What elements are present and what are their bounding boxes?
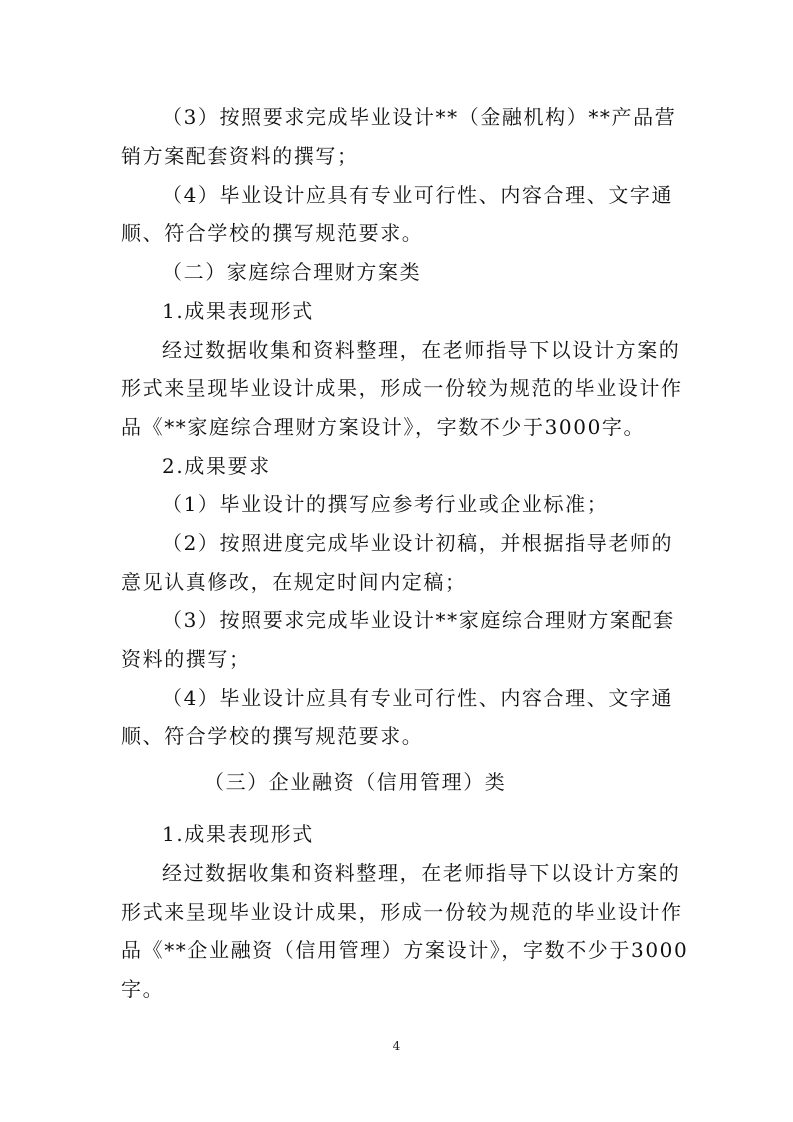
- page-number: 4: [392, 1039, 401, 1053]
- section-heading: （三）企业融资（信用管理）类: [204, 770, 507, 794]
- paragraph-line: （3）按照要求完成毕业设计**（金融机构）**产品营: [162, 105, 677, 129]
- subheading: 1.成果表现形式: [162, 299, 314, 323]
- subheading: 1.成果表现形式: [162, 822, 314, 846]
- paragraph-line: 经过数据收集和资料整理，在老师指导下以设计方案的: [162, 861, 681, 885]
- paragraph-line: 意见认真修改，在规定时间内定稿；: [121, 570, 467, 594]
- paragraph-line: 经过数据收集和资料整理，在老师指导下以设计方案的: [162, 338, 681, 362]
- paragraph-line: 销方案配套资料的撰写；: [121, 144, 359, 168]
- paragraph-line: 顺、符合学校的撰写规范要求。: [121, 221, 424, 245]
- paragraph-line: 品《**家庭综合理财方案设计》，字数不少于3000字。: [121, 415, 646, 439]
- paragraph-line: （4）毕业设计应具有专业可行性、内容合理、文字通: [162, 686, 674, 710]
- paragraph-line: （1）毕业设计的撰写应参考行业或企业标准；: [162, 492, 609, 516]
- section-heading: （二）家庭综合理财方案类: [162, 260, 422, 284]
- paragraph-line: 资料的撰写；: [121, 647, 251, 671]
- paragraph-line: 字。: [121, 977, 165, 1001]
- subheading: 2.成果要求: [162, 454, 271, 478]
- paragraph-line: （2）按照进度完成毕业设计初稿，并根据指导老师的: [162, 531, 674, 555]
- paragraph-line: 品《**企业融资（信用管理）方案设计》，字数不少于3000: [121, 938, 689, 962]
- paragraph-line: （4）毕业设计应具有专业可行性、内容合理、文字通: [162, 183, 674, 207]
- paragraph-line: 形式来呈现毕业设计成果，形成一份较为规范的毕业设计作: [121, 376, 683, 400]
- paragraph-line: 形式来呈现毕业设计成果，形成一份较为规范的毕业设计作: [121, 900, 683, 924]
- paragraph-line: 顺、符合学校的撰写规范要求。: [121, 724, 424, 748]
- paragraph-line: （3）按照要求完成毕业设计**家庭综合理财方案配套: [162, 608, 675, 632]
